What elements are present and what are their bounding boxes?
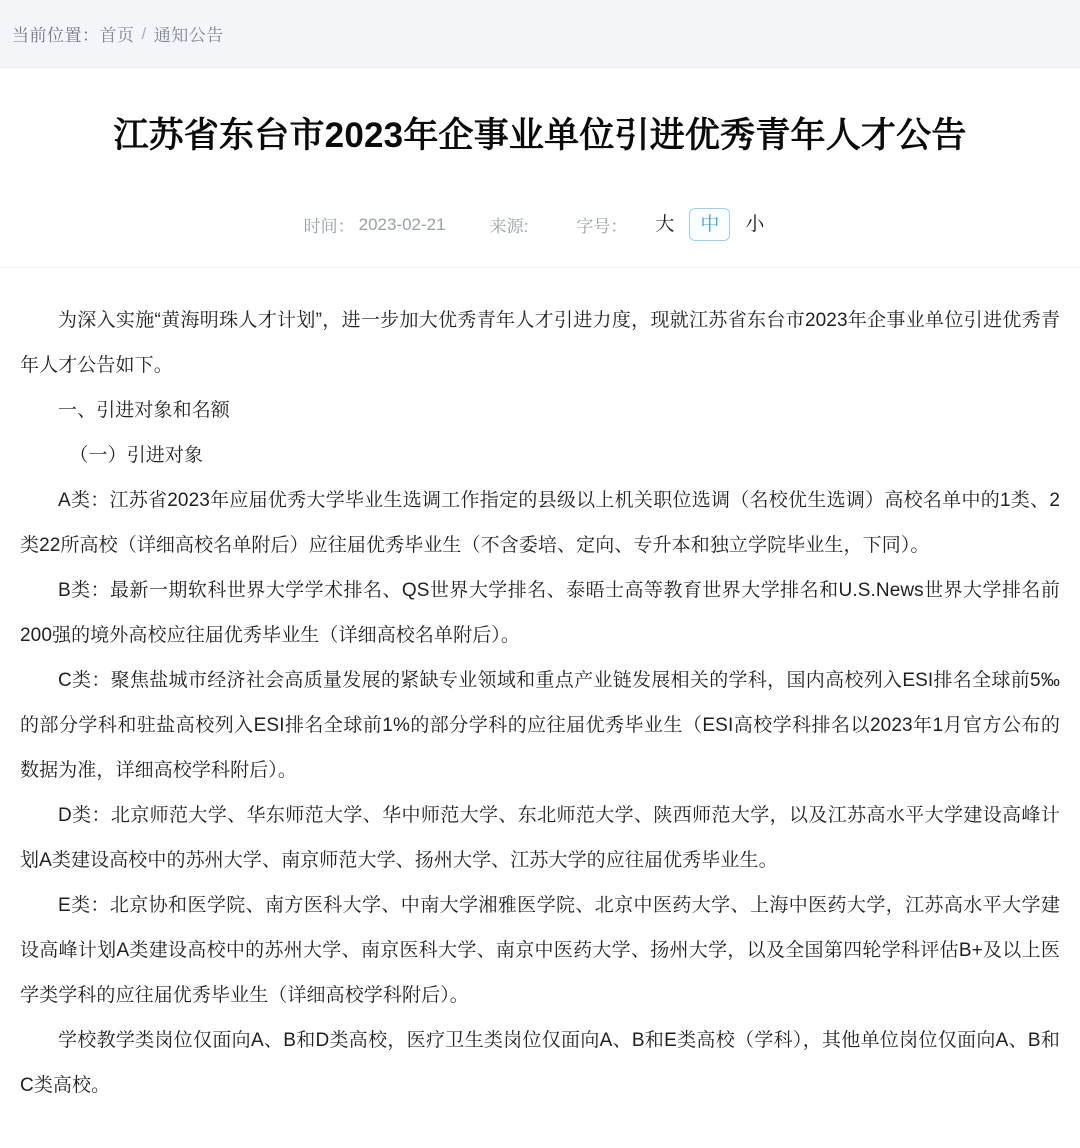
publish-time-label: 时间： [303, 217, 355, 237]
paragraph-class-c: C类：聚焦盐城市经济社会高质量发展的紧缺专业领域和重点产业链发展相关的学科，国内高校列入ESI排名全球前5‰的部分学科和驻盐高校列入ESI排名全球前1%的部分学科的应往届优秀毕业生（ESI高校学科排名以2023年1月官方公布的数据为准，详细高校学科附后）。 [20, 670, 1060, 782]
page-title: 江苏省东台市2023年企事业单位引进优秀青年人才公告 [113, 116, 967, 155]
publish-time-value: 2023-02-21 [358, 214, 446, 234]
paragraph-intro: 为深入实施“黄海明珠人才计划”，进一步加大优秀青年人才引进力度，现就江苏省东台市2023年企事业单位引进优秀青年人才公告如下。 [20, 310, 1060, 377]
paragraph-class-b: B类：最新一期软科世界大学学术排名、QS世界大学排名、泰晤士高等教育世界大学排名和U.S.News世界大学排名前200强的境外高校应往届优秀毕业生（详细高校名单附后）。 [20, 580, 1060, 647]
section-subheading-1-1: （一）引进对象 [69, 445, 204, 467]
source-label: 来源: [489, 217, 529, 237]
breadcrumb-separator: / [141, 23, 147, 43]
publish-time [304, 212, 446, 237]
font-size-control [576, 208, 776, 241]
paragraph-class-d: D类：北京师范大学、华东师范大学、华中师范大学、东北师范大学、陕西师范大学，以及江苏高水平大学建设高峰计划A类建设高校中的苏州大学、南京师范大学、扬州大学、江苏大学的应往届优秀毕业生。 [20, 805, 1060, 872]
font-size-small-button[interactable]: 小 [736, 208, 773, 241]
font-size-medium-button[interactable]: 中 [689, 208, 730, 241]
paragraph-post-scope: 学校教学类岗位仅面向A、B和D类高校，医疗卫生类岗位仅面向A、B和E类高校（学科），其他单位岗位仅面向A、B和C类高校。 [20, 1030, 1060, 1097]
article-container [0, 68, 1080, 1148]
section-heading-1: 一、引进对象和名额 [58, 400, 230, 422]
breadcrumb-item-notice[interactable]: 通知公告 [153, 26, 224, 45]
font-size-large-button[interactable]: 大 [646, 208, 683, 241]
article-body [12, 268, 1068, 1148]
breadcrumb-label: 当前位置： [12, 26, 100, 45]
paragraph-class-e: E类：北京协和医学院、南方医科大学、中南大学湘雅医学院、北京中医药大学、上海中医药大学，江苏高水平大学建设高峰计划A类建设高校中的苏州大学、南京医科大学、南京中医药大学、扬州大学，以及全国第四轮学科评估B+及以上医学类学科的应往届优秀毕业生（详细高校学科附后）。 [20, 895, 1060, 1007]
breadcrumb [12, 21, 224, 46]
article-meta-bar [12, 160, 1068, 267]
breadcrumb-item-home[interactable]: 首页 [99, 26, 135, 45]
paragraph-class-a: A类：江苏省2023年应届优秀大学毕业生选调工作指定的县级以上机关职位选调（名校优生选调）高校名单中的1类、2类22所高校（详细高校名单附后）应往届优秀毕业生（不含委培、定向、专升本和独立学院毕业生，下同）。 [20, 490, 1060, 557]
breadcrumb-bar [0, 0, 1080, 68]
font-size-label: 字号： [576, 217, 628, 237]
source [490, 212, 533, 237]
